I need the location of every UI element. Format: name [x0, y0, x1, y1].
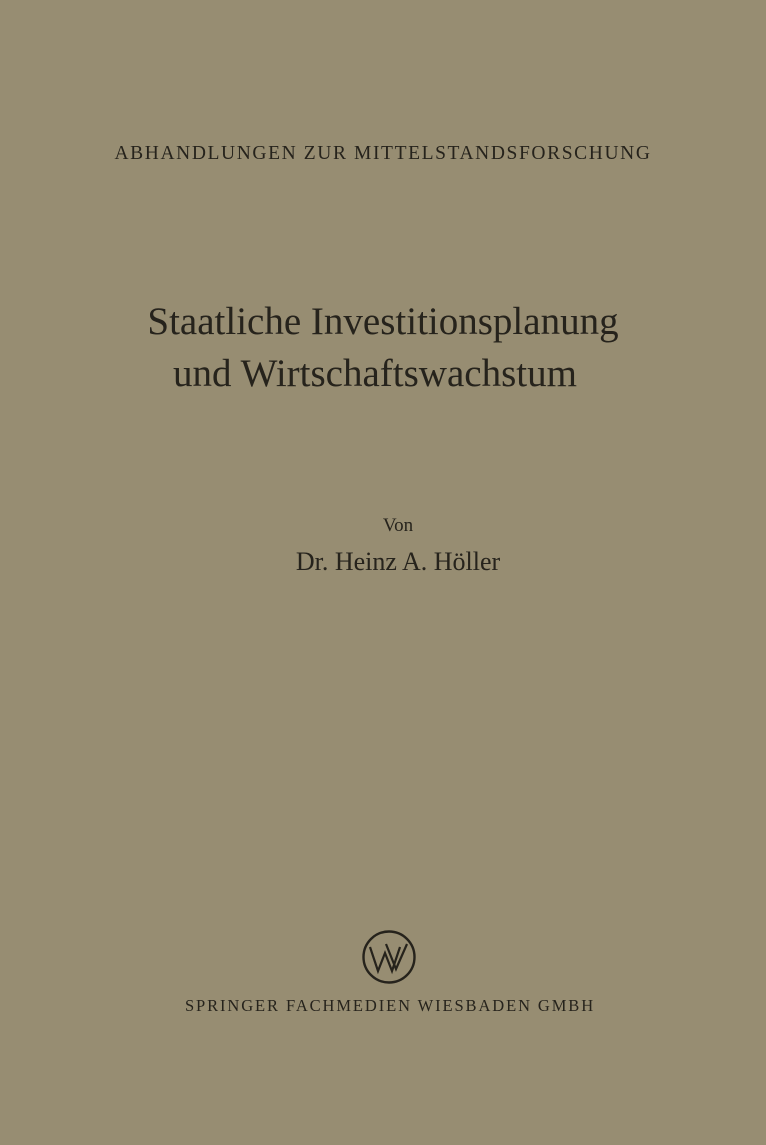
series-title: ABHANDLUNGEN ZUR MITTELSTANDSFORSCHUNG — [114, 143, 652, 164]
by-label: Von — [382, 515, 414, 536]
title-line-2: und Wirtschaftswachstum — [173, 352, 577, 395]
publisher-logo-icon — [361, 929, 417, 985]
title-line-1: Staatliche Investitionsplanung — [147, 300, 619, 343]
book-title — [0, 296, 766, 400]
author-name: Dr. Heinz A. Höller — [295, 547, 501, 576]
publisher-name: SPRINGER FACHMEDIEN WIESBADEN GMBH — [184, 996, 596, 1015]
